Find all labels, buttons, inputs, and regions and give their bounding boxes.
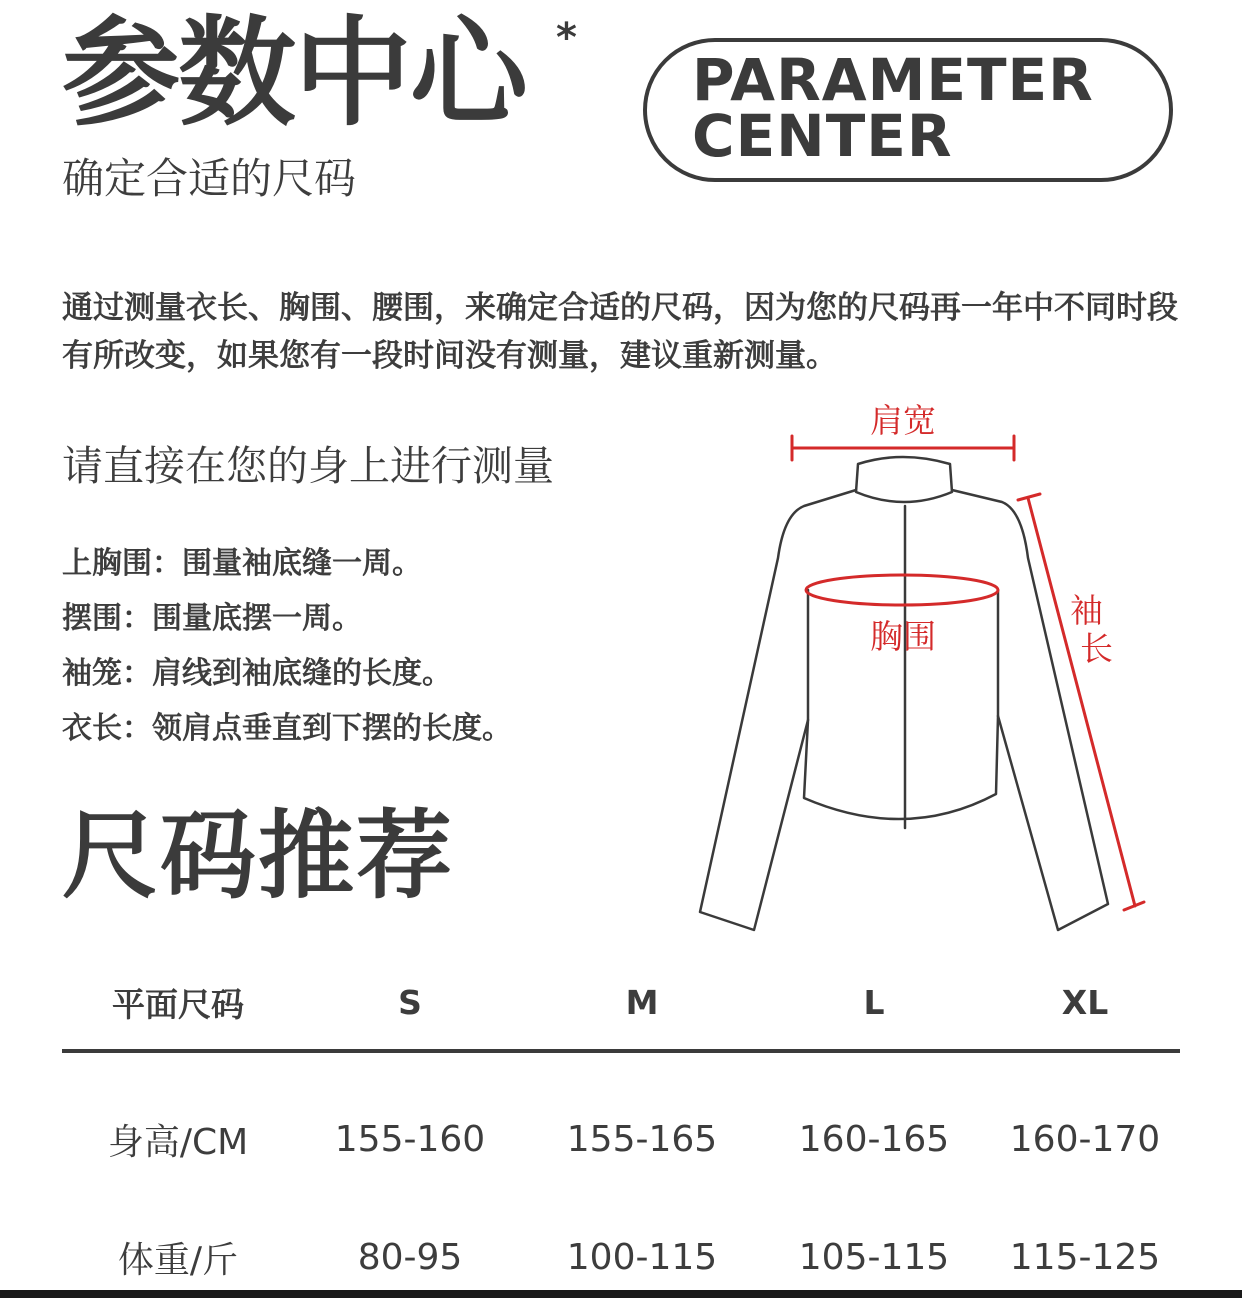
measurement-item-hem: 摆围：围量底摆一周。 — [62, 601, 362, 636]
table-cell: 105-115 — [798, 1236, 950, 1278]
badge-line-2: CENTER — [692, 102, 953, 170]
table-cell: 160-170 — [1009, 1118, 1161, 1160]
size-table-header: L — [758, 955, 990, 1051]
table-cell: 80-95 — [357, 1236, 463, 1278]
page-subtitle: 确定合适的尺码 — [62, 154, 357, 203]
measure-instructions-title: 请直接在您的身上进行测量 — [62, 442, 554, 490]
page-title: 参数中心 — [62, 4, 527, 142]
table-cell: 160-165 — [798, 1118, 950, 1160]
bottom-divider — [0, 1290, 1242, 1298]
measurement-item-length: 衣长：领肩点垂直到下摆的长度。 — [62, 711, 512, 746]
size-table — [62, 955, 1180, 1299]
size-table-header-row — [62, 955, 1180, 1051]
size-recommendation-title: 尺码推荐 — [62, 800, 454, 912]
table-row — [62, 1051, 1180, 1215]
sleeve-length-label-1: 袖 — [1070, 591, 1103, 630]
measurement-item-chest: 上胸围：围量袖底缝一周。 — [62, 546, 422, 581]
size-table-header: 平面尺码 — [62, 955, 294, 1051]
jacket-measurement-diagram — [680, 390, 1160, 950]
title-asterisk: * — [556, 15, 577, 61]
measurement-item-armhole: 袖笼：肩线到袖底缝的长度。 — [62, 656, 452, 691]
parameter-center-badge-text — [692, 46, 1094, 170]
badge-line-1: PARAMETER — [692, 46, 1094, 114]
size-table-header: XL — [990, 955, 1180, 1051]
table-cell: 155-160 — [334, 1118, 486, 1160]
table-cell: 100-115 — [566, 1236, 718, 1278]
size-table-header: M — [526, 955, 758, 1051]
jacket-outline — [700, 457, 1108, 930]
size-table-header: S — [294, 955, 526, 1051]
shoulder-width-label: 肩宽 — [870, 401, 936, 440]
intro-paragraph: 通过测量衣长、胸围、腰围，来确定合适的尺码，因为您的尺码再一年中不同时段有所改变，如果您有一段时间没有测量，建议重新测量。 — [62, 290, 1178, 374]
table-cell: 155-165 — [566, 1118, 718, 1160]
sleeve-length-line — [1028, 498, 1135, 906]
measurement-list — [62, 536, 512, 756]
table-row-label: 体重/斤 — [117, 1239, 239, 1281]
table-row-label: 身高/CM — [107, 1121, 249, 1163]
chest-line — [806, 575, 998, 605]
chest-label: 胸围 — [870, 617, 936, 656]
table-cell: 115-125 — [1009, 1236, 1161, 1278]
measure-lines — [792, 436, 1144, 910]
sleeve-length-label-2: 长 — [1080, 629, 1113, 668]
table-row — [62, 1215, 1180, 1299]
